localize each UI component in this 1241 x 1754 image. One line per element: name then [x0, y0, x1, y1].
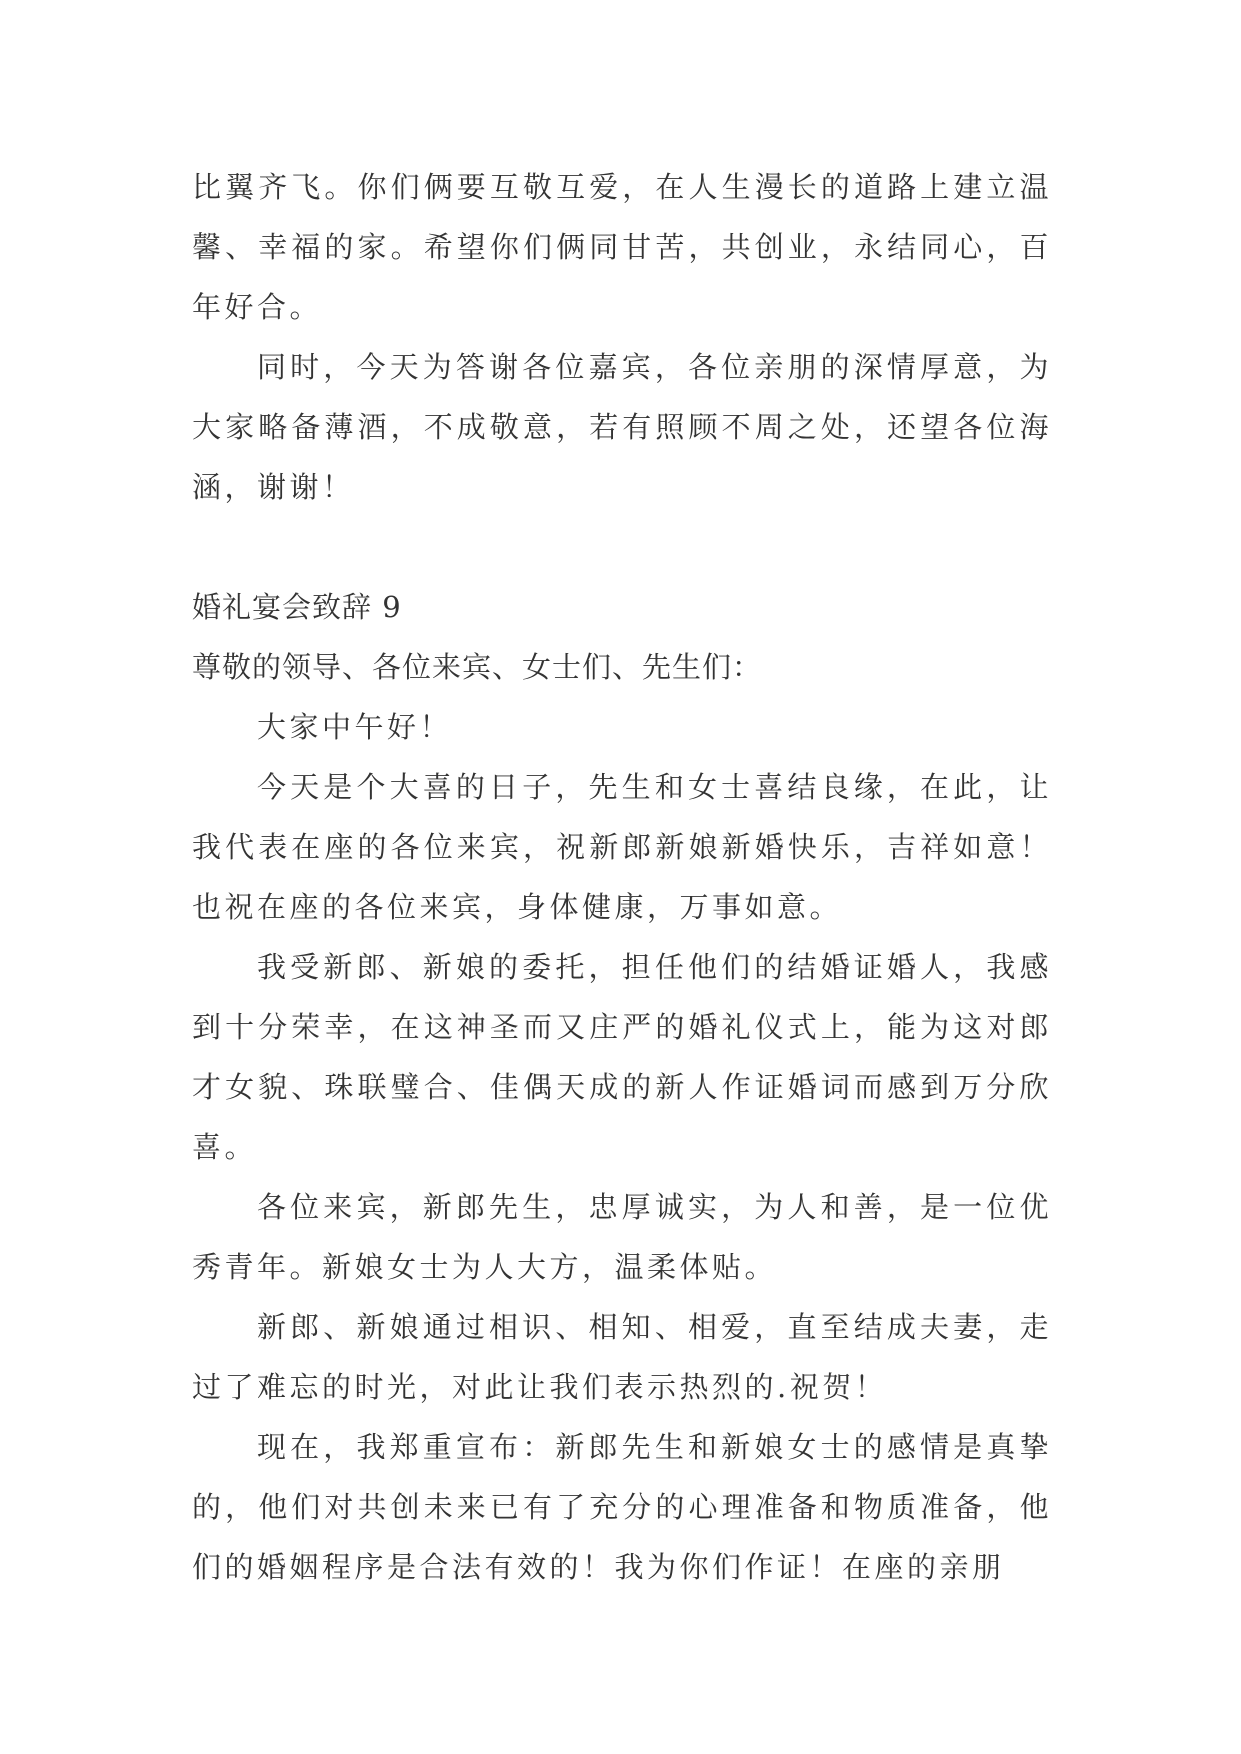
paragraph: 大家中午好！	[257, 710, 453, 744]
paragraph: 各位来宾，新郎先生，忠厚诚实，为人和善，是一位优秀青年。新娘女士为人大方，温柔体贴。	[192, 1190, 1052, 1284]
paragraph: 同时，今天为答谢各位嘉宾，各位亲朋的深情厚意，为大家略备薄酒，不成敬意，若有照顾不周之处，还望各位海涵，谢谢！	[192, 350, 1052, 504]
document-body	[192, 157, 1052, 1597]
salutation: 尊敬的领导、各位来宾、女士们、先生们：	[192, 650, 763, 684]
paragraph: 比翼齐飞。你们俩要互敬互爱，在人生漫长的道路上建立温馨、幸福的家。希望你们俩同甘苦，共创业，永结同心，百年好合。	[192, 170, 1052, 324]
paragraph: 今天是个大喜的日子，先生和女士喜结良缘，在此，让我代表在座的各位来宾，祝新郎新娘新婚快乐，吉祥如意！也祝在座的各位来宾，身体健康，万事如意。	[192, 770, 1052, 924]
paragraph: 新郎、新娘通过相识、相知、相爱，直至结成夫妻，走过了难忘的时光，对此让我们表示热烈的.祝贺！	[192, 1310, 1052, 1404]
section-spacer	[192, 517, 1052, 577]
paragraph: 现在，我郑重宣布：新郎先生和新娘女士的感情是真挚的，他们对共创未来已有了充分的心理准备和物质准备，他们的婚姻程序是合法有效的！我为你们作证！在座的亲朋	[192, 1430, 1052, 1584]
section-title: 婚礼宴会致辞 9	[192, 590, 402, 624]
paragraph: 我受新郎、新娘的委托，担任他们的结婚证婚人，我感到十分荣幸，在这神圣而又庄严的婚礼仪式上，能为这对郎才女貌、珠联璧合、佳偶天成的新人作证婚词而感到万分欣喜。	[192, 950, 1052, 1164]
